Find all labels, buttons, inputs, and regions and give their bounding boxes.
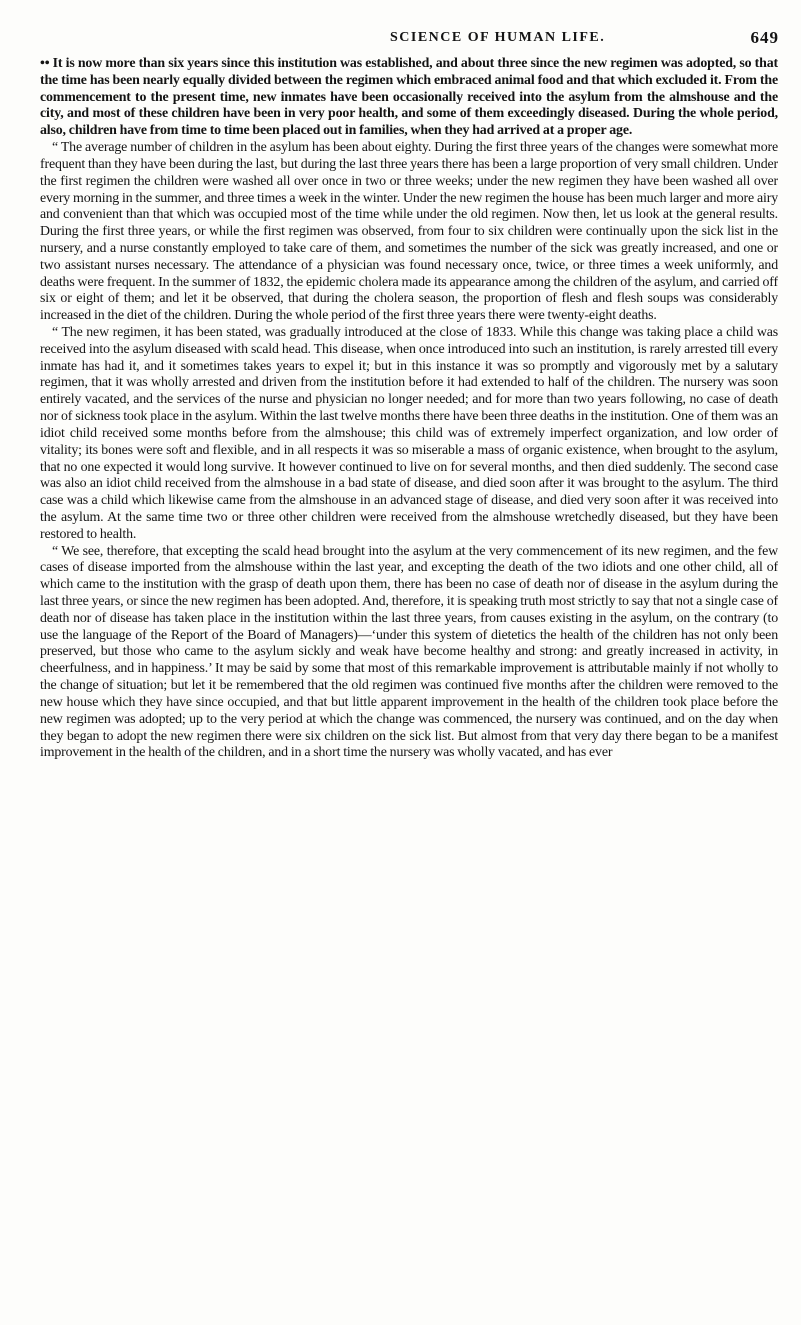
running-head-title: SCIENCE OF HUMAN LIFE. — [390, 30, 606, 45]
page-number: 649 — [750, 28, 779, 47]
paragraph-conclusion: “ We see, therefore, that excepting the scald head brought into the asylum at the very commencement of its new regimen, and the few cases of disease imported from the almshouse within the last year, and excepting the death of the two idiots and one other child, all of which came to the institution with the grasp of death upon them, there has been no case of death nor of disease in the asylum during the last three years, or since the new regimen has been adopted. And, therefore, it is speaking truth most strictly to say that not a single case of death nor of disease has taken place in the institution within the last three years, from causes existing in the asylum, on the contrary (to use the language of the Report of the Board of Managers)—‘under this system of dietetics the health of the children has not only been preserved, but those who came to the asylum sickly and weak have become healthy and strong: and greatly increased in activity, in cheerfulness, and in happiness.’ It may be said by some that most of this remarkable improvement is attributable mainly if not wholly to the change of situation; but let it be remembered that the old regimen was continued five months after the children were removed to the new house which they have since occupied, and that but little apparent improvement in the health of the children took place before the new regimen was adopted; up to the very period at which the change was commenced, the nursery was continued, and on the day when they began to adopt the new regimen there were six children on the sick list. But almost from that very day there began to be a manifest improvement in the health of the children, and in a short time the nursery was wholly vacated, and has ever — [40, 543, 778, 761]
body-text — [40, 56, 778, 1311]
paragraph-institution-history: •• It is now more than six years since this institution was established, and about three since the new regimen was adopted, so that the time has been nearly equally divided between the regimen which embraced animal food and that which excluded it. From the commencement to the present time, new inmates have been occasionally received into the asylum from the almshouse and the city, and most of these children have been in very poor health, and some of them exceedingly diseased. During the whole period, also, children have from time to time been placed out in families, when they had arrived at a proper age. — [40, 56, 778, 139]
paragraph-average-children: “ The average number of children in the asylum has been about eighty. During the first three years of the changes were somewhat more frequent than they have been during the last, but during the last three years there has been a large proportion of very small children. Under the first regimen the children were washed all over once in two or three weeks; under the new regimen they have been washed all over every morning in the summer, and three times a week in the winter. Under the new regimen the house has been much larger and more airy and convenient than that which was occupied most of the time while under the old regimen. Now then, let us look at the general results. During the first three years, or while the first regimen was observed, from four to six children were continually upon the sick list in the nursery, and a nurse constantly employed to take care of them, and sometimes the number of the sick was greatly increased, and one or two assistant nurses necessary. The attendance of a physician was found necessary once, twice, or three times a week uniformly, and deaths were frequent. In the summer of 1832, the epidemic cholera made its appearance among the children of the asylum, and carried off six or eight of them; and let it be observed, that during the cholera season, the proportion of flesh and flesh soups was considerably increased in the diet of the children. During the whole period of the first three years there were twenty-eight deaths. — [40, 140, 778, 324]
running-head — [40, 24, 779, 52]
paragraph-new-regimen: “ The new regimen, it has been stated, was gradually introduced at the close of 1833. While this change was taking place a child was received into the asylum diseased with scald head. This disease, when once introduced into such an institution, is rarely arrested till every inmate has had it, and it sometimes takes years to expel it; but in this instance it was so promptly and vigorously met by a salutary regimen, that it was wholly arrested and driven from the institution before it had extended to half of the children. The nursery was soon entirely vacated, and the services of the nurse and physician no longer needed; and for more than two years following, no case of death nor of sickness took place in the asylum. Within the last twelve months there have been three deaths in the institution. One of them was an idiot child received some months before from the almshouse; this child was of extremely imperfect organization, and low order of vitality; its bones were soft and flexible, and in all respects it was so miserable a mass of organic existence, when brought to the asylum, that no one expected it would long survive. It however continued to live on for several months, and then died suddenly. The second case was also an idiot child received from the almshouse in a bad state of disease, and died soon after it was brought to the asylum. The third case was a child which likewise came from the almshouse in an advanced stage of disease, and died very soon after it was received into the asylum. At the same time two or three other children were received from the almshouse wretchedly diseased, but they have been restored to health. — [40, 325, 778, 542]
